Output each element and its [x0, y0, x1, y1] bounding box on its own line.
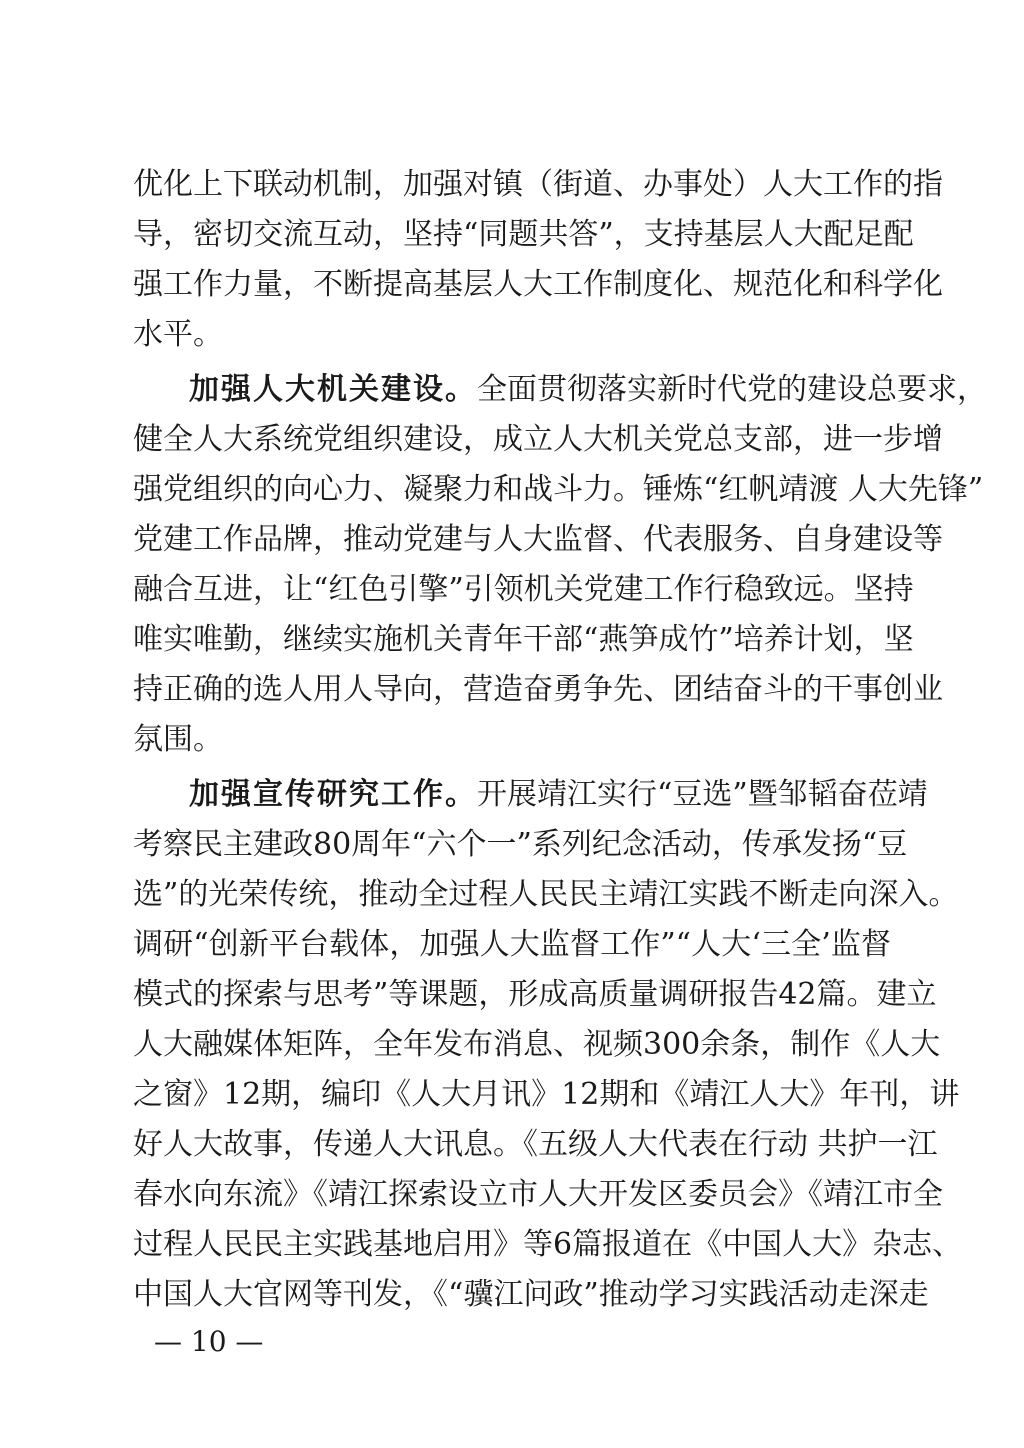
paragraph-3-line-7: 之窗》12期，编印《人大月讯》12期和《靖江人大》年刊，讲 — [133, 1077, 960, 1112]
paragraph-3-line-10: 过程人民民主实践基地启用》等6篇报道在《中国人大》杂志、 — [133, 1227, 963, 1262]
paragraph-2-heading: 加强人大机关建设。 — [189, 372, 477, 407]
paragraph-2-line-6: 唯实唯勤，继续实施机关青年干部“燕笋成竹”培养计划，坚 — [133, 622, 914, 657]
page-number: — 10 — — [154, 1325, 264, 1358]
paragraph-2-line-1 — [189, 370, 987, 410]
paragraph-2-line-3: 强党组织的向心力、凝聚力和战斗力。锤炼“红帆靖渡 人大先锋” — [133, 472, 984, 507]
paragraph-3-line-2: 考察民主建政80周年“六个一”系列纪念活动，传承发扬“豆 — [133, 827, 908, 862]
paragraph-3-line-9: 春水向东流》《靖江探索设立市人大开发区委员会》《靖江市全 — [133, 1177, 943, 1212]
paragraph-1-line-1: 优化上下联动机制，加强对镇（街道、办事处）人大工作的指 — [133, 167, 943, 202]
paragraph-2-line-4: 党建工作品牌，推动党建与人大监督、代表服务、自身建设等 — [133, 522, 943, 557]
paragraph-3-line-1-text: 开展靖江实行“豆选”暨邹韬奋莅靖 — [477, 777, 928, 812]
paragraph-3-line-4: 调研“创新平台载体，加强人大监督工作”“人大‘三全’监督 — [133, 927, 891, 962]
paragraph-1-line-4: 水平。 — [133, 317, 223, 352]
paragraph-1-line-3: 强工作力量，不断提高基层人大工作制度化、规范化和科学化 — [133, 267, 943, 302]
paragraph-3-line-8: 好人大故事，传递人大讯息。《五级人大代表在行动 共护一江 — [133, 1127, 938, 1162]
paragraph-2-line-7: 持正确的选人用人导向，营造奋勇争先、团结奋斗的干事创业 — [133, 672, 943, 707]
paragraph-3-heading: 加强宣传研究工作。 — [189, 777, 477, 812]
paragraph-3-line-6: 人大融媒体矩阵，全年发布消息、视频300余条，制作《人大 — [133, 1027, 941, 1062]
paragraph-2-line-5: 融合互进，让“红色引擎”引领机关党建工作行稳致远。坚持 — [133, 572, 914, 607]
paragraph-3-line-5: 模式的探索与思考”等课题，形成高质量调研报告42篇。建立 — [133, 977, 937, 1012]
paragraph-3-line-3: 选”的光荣传统，推动全过程人民民主靖江实践不断走向深入。 — [133, 877, 959, 912]
paragraph-3-line-1 — [189, 775, 928, 815]
paragraph-3-line-11: 中国人大官网等刊发，《“骥江问政”推动学习实践活动走深走 — [133, 1277, 929, 1312]
paragraph-2-line-1-text: 全面贯彻落实新时代党的建设总要求， — [477, 372, 987, 407]
paragraph-2-line-8: 氛围。 — [133, 722, 223, 757]
paragraph-1-line-2: 导，密切交流互动，坚持“同题共答”，支持基层人大配足配 — [133, 217, 914, 252]
paragraph-2-line-2: 健全人大系统党组织建设，成立人大机关党总支部，进一步增 — [133, 422, 943, 457]
